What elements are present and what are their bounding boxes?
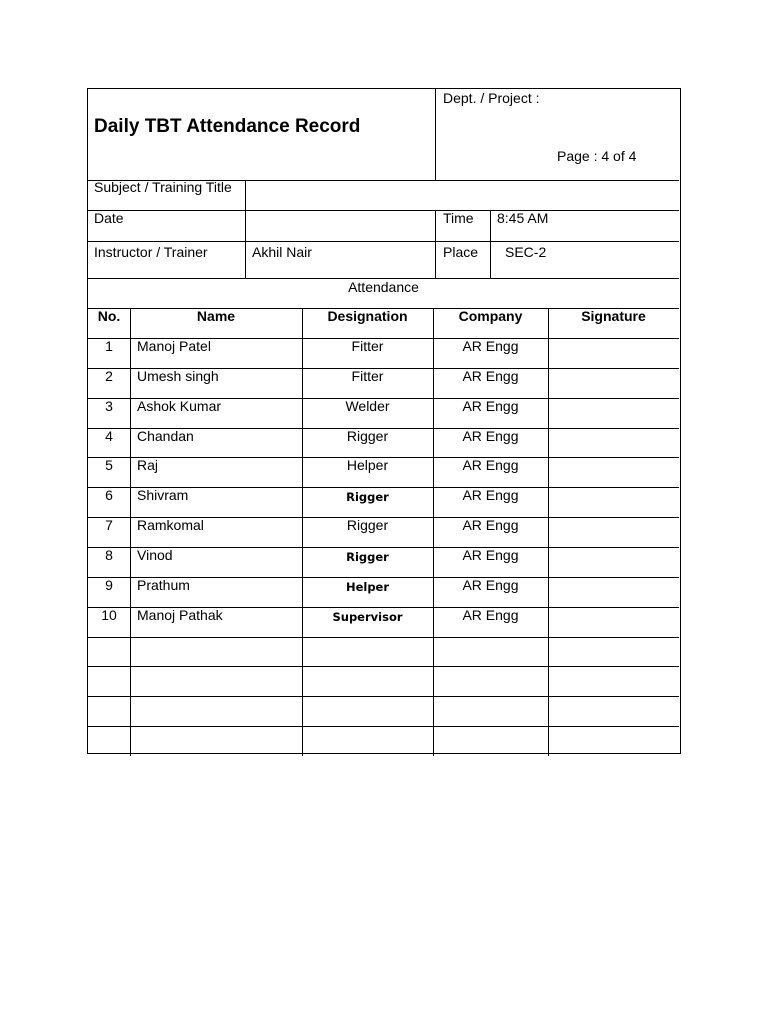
attendee-name: Raj [137,457,159,474]
time-label: Time [443,210,474,226]
signature-field[interactable] [549,697,679,726]
attendee-designation: Rigger [346,490,389,505]
signature-field[interactable] [549,458,679,487]
row-number: 4 [105,427,113,444]
attendee-company: AR Engg [462,576,519,593]
row-divider [88,241,679,242]
attendee-designation: Fitter [351,338,384,354]
page-title: Daily TBT Attendance Record [94,116,361,137]
place-value: SEC-2 [505,244,547,260]
attendance-form [87,88,681,754]
attendance-heading: Attendance [348,279,419,295]
attendee-company: AR Engg [462,547,519,564]
column-header-signature: Signature [581,308,646,324]
attendee-company: AR Engg [462,427,519,444]
date-label: Date [94,210,124,226]
column-header-name: Name [196,308,236,324]
column-header-designation: Designation [327,308,408,324]
attendee-designation: Rigger [346,517,389,534]
attendee-designation: Rigger [346,550,389,565]
attendee-company: AR Engg [462,367,519,384]
signature-field[interactable] [549,399,679,428]
signature-field[interactable] [549,339,679,368]
time-place-divider [435,210,436,278]
signature-field[interactable] [549,638,679,667]
page-number: Page : 4 of 4 [557,148,637,164]
signature-field[interactable] [549,608,679,637]
attendee-name: Vinod [137,547,173,564]
attendee-designation: Helper [346,457,389,474]
row-number: 5 [105,457,113,474]
signature-field[interactable] [549,548,679,577]
instructor-label: Instructor / Trainer [94,244,208,260]
attendee-name: Manoj Patel [137,338,211,354]
attendee-name: Shivram [137,487,189,504]
row-number: 1 [105,338,113,354]
attendee-company: AR Engg [462,338,519,354]
attendee-designation: Rigger [346,427,389,444]
attendee-designation: Helper [345,579,390,594]
row-number: 3 [105,397,113,414]
time-value: 8:45 AM [497,210,549,226]
time-value-divider [490,210,491,278]
attendee-designation: Supervisor [332,609,403,624]
row-number: 7 [105,517,113,534]
attendee-designation: Fitter [351,367,384,384]
signature-field[interactable] [549,667,679,696]
attendee-name: Ramkomal [137,517,204,534]
signature-field[interactable] [549,518,679,547]
date-field[interactable] [246,211,435,240]
attendee-name: Umesh singh [137,367,219,384]
subject-label: Subject / Training Title [94,179,232,195]
attendee-company: AR Engg [462,397,519,414]
attendee-company: AR Engg [462,517,519,534]
place-label: Place [443,244,479,260]
attendee-company: AR Engg [462,457,519,474]
subject-field[interactable] [246,181,679,210]
instructor-value: Akhil Nair [252,244,312,260]
signature-field[interactable] [549,429,679,458]
attendee-designation: Welder [345,397,390,414]
attendee-name: Manoj Pathak [137,606,223,623]
row-number: 8 [105,547,113,564]
dept-label: Dept. / Project : [443,90,540,106]
attendee-company: AR Engg [462,606,519,623]
row-number: 10 [101,606,117,623]
row-number: 6 [105,487,113,504]
column-header-company: Company [458,308,523,324]
signature-field[interactable] [549,727,679,756]
column-header-no: No. [97,308,121,324]
attendee-name: Ashok Kumar [137,397,222,414]
row-number: 9 [105,576,113,593]
instructor-divider [245,241,246,278]
signature-field[interactable] [549,578,679,607]
attendee-company: AR Engg [462,487,519,504]
header-divider [435,89,436,180]
attendee-name: Chandan [137,427,194,444]
signature-field[interactable] [549,488,679,517]
row-number: 2 [105,367,113,384]
attendee-name: Prathum [137,576,190,593]
signature-field[interactable] [549,369,679,398]
